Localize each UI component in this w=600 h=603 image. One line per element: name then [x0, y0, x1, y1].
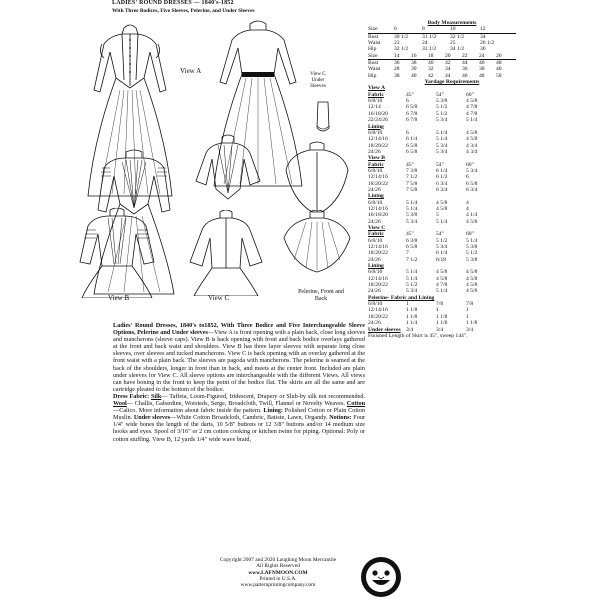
table-cell: 46 — [462, 72, 468, 79]
lining-label: Lining: — [263, 407, 283, 415]
table-cell: 1 1/8 — [436, 313, 448, 320]
view-c-back-figure — [184, 210, 268, 296]
pattern-subtitle: With Three Bodices, Five Sleeves, Pelerine, and Under Sleeves — [112, 8, 255, 14]
table-cell: 6/18 — [436, 256, 446, 263]
table-cell: 6/8/10 — [368, 167, 383, 174]
table-cell: 32 1/2 — [450, 33, 465, 40]
table-cell: 16 — [411, 52, 417, 59]
yardage-view-heading: View B — [368, 155, 386, 162]
table-cell: 24 — [422, 40, 428, 47]
description-body: —View A is front opening with a plain back, close long sleeves and mancherons (sleeve caps). View B is back opening with front and back bodice overlays gathered at the front and back waist and shoulders. View B has three layer sleeves with separate long close sleeves, over sleeves and tucked mancherons. View C is back opening with an overlay gathered at the front waist with a plain back. The sleeves are pagoda with mancherons. The pelerine is seamed at the back of the shoulders, longer in front than in back, and meets at the center front. Included are plain under sleeves for View C. All sleeve options are interchangeable with the different Views. All views can have boning in the front to keep the point of the bodice flat. The skirts are all the same and are cartridge pleated to the bottom of the bodice. — [113, 329, 365, 393]
table-cell: 18/20/22 — [368, 180, 388, 187]
table-cell: 1 1/8 — [406, 307, 418, 314]
table-cell: 4 5/8 — [466, 275, 478, 282]
table-cell: 3/4 — [406, 326, 414, 333]
table-cell: 6 5/8 — [406, 148, 418, 155]
table-cell: 26 — [496, 52, 502, 59]
table-cell: 54" — [436, 161, 444, 168]
table-cell: Fabric — [368, 91, 384, 98]
table-cell: 6 5/8 — [466, 180, 478, 187]
yardage-group-label: Lining — [368, 263, 384, 270]
table-cell: 38 — [479, 66, 485, 73]
table-cell: 4 5/8 — [436, 199, 448, 206]
pelerine-front-figure — [282, 140, 352, 220]
table-cell: 6/8/10 — [368, 98, 383, 105]
yardage-row — [368, 187, 516, 193]
table-cell: 6 1/2 — [436, 174, 448, 181]
table-cell: 5 1/4 — [406, 205, 418, 212]
size-row — [368, 53, 516, 60]
table-cell: 4 1/4 — [466, 212, 478, 219]
table-cell: 5 1/2 — [436, 104, 448, 111]
table-cell: 7 5/8 — [406, 186, 418, 193]
table-cell: 36 — [462, 66, 468, 73]
table-cell: 4 5/8 — [466, 136, 478, 143]
table-cell: 18/20/22 — [368, 250, 388, 257]
table-cell: 5 — [436, 212, 439, 219]
table-cell: 1 1/8 — [406, 313, 418, 320]
table-cell: 5 1/4 — [436, 288, 448, 295]
table-cell: 6 3/4 — [466, 186, 478, 193]
table-cell: Under sleeves — [368, 326, 401, 333]
table-cell: 40 — [428, 60, 434, 67]
table-cell: Size — [368, 26, 378, 33]
table-cell: 48 — [496, 60, 502, 67]
table-cell: 6 5/8 — [406, 244, 418, 251]
table-cell: 4 — [466, 199, 469, 206]
table-cell: 24/26 — [368, 320, 381, 327]
under-sleeves-label: Under sleeves — [133, 414, 171, 422]
under-sleeves-text: —White Cotton Broadcloth, Cambric, Batiste, Lawn, Organdy. — [170, 414, 328, 422]
finished-length-note: Finished Length of Skirt is 45", sweep 144". — [368, 332, 468, 339]
table-cell: 12/14/16 — [368, 205, 388, 212]
yardage-view-heading: View C — [368, 225, 386, 231]
table-cell: 12/14/16 — [368, 307, 388, 314]
table-cell: 12/14/16 — [368, 275, 388, 282]
table-cell: 20 — [445, 52, 451, 59]
table-cell: 38 — [394, 72, 400, 79]
table-cell: 54" — [436, 231, 444, 238]
table-cell: 6/8/10 — [368, 301, 383, 308]
printer-link[interactable]: www.patternprintingcompany.com — [240, 582, 316, 589]
table-cell: 45" — [406, 231, 414, 238]
table-cell: 1 1/8 — [436, 320, 448, 327]
laughing-moon-logo — [360, 556, 402, 603]
table-cell: Hip — [368, 72, 377, 79]
table-cell: 18/20/22 — [368, 142, 388, 149]
table-cell: 44 — [462, 60, 468, 67]
table-cell: 4 7/8 — [466, 104, 478, 111]
table-cell: 6 — [406, 129, 409, 136]
table-cell: 46 — [479, 60, 485, 67]
table-cell: 1 — [466, 313, 469, 320]
table-cell: 4 7/8 — [436, 282, 448, 289]
table-cell: 1 — [466, 307, 469, 314]
table-cell: 45" — [406, 91, 414, 98]
table-cell: 36 — [480, 46, 486, 53]
pelerine-back-figure — [280, 210, 354, 284]
table-cell: 5 3/4 — [436, 117, 448, 124]
description-heading: Ladies' Round Dresses, 1840's to1852, With Three Bodice and Five Interchangeable Sleeve Options, Pelerine and Under sleeves — [113, 322, 365, 337]
table-cell: 22/24/26 — [368, 117, 388, 124]
table-cell: 5 1/2 — [436, 237, 448, 244]
table-cell: Hip — [368, 46, 377, 53]
table-cell: 5 3/8 — [466, 256, 478, 263]
table-cell: 1 — [406, 301, 409, 308]
website-link[interactable]: www.LAFNMOON.COM — [248, 569, 308, 576]
rights-line: All Rights Reserved — [256, 563, 300, 570]
table-cell: Fabric — [368, 161, 384, 168]
table-cell: 6 3/4 — [436, 180, 448, 187]
table-cell: 12 — [480, 26, 486, 33]
table-cell: 4 3/4 — [466, 142, 478, 149]
silk-text: — Taffeta, Loom-Figured, Iridescent, Drapery or Slub-by silk not recommended. — [161, 392, 365, 400]
table-cell: 6 1/4 — [436, 167, 448, 174]
size-row — [368, 26, 516, 33]
table-cell: 10 — [450, 26, 456, 33]
table-cell: 12/14/16 — [368, 244, 388, 251]
yardage-view-heading: View A — [368, 85, 386, 92]
table-cell: 6/8/10 — [368, 269, 383, 276]
table-cell: 5 3/4 — [436, 142, 448, 149]
yardage-group-label: Lining — [368, 123, 384, 130]
table-cell: 5 3/8 — [406, 212, 418, 219]
table-cell: 1 1/8 — [466, 320, 478, 327]
table-cell: 5 1/4 — [436, 136, 448, 143]
table-cell: 4 5/8 — [466, 129, 478, 136]
table-cell: 4 3/4 — [466, 148, 478, 155]
table-cell: 54" — [436, 91, 444, 98]
copyright-footer — [198, 557, 358, 588]
table-cell: 5 3/4 — [406, 288, 418, 295]
fabric-label: Dress Fabric: — [113, 392, 150, 400]
table-cell: 3/4 — [466, 326, 474, 333]
silk-label: Silk — [150, 392, 162, 400]
table-cell: 22 — [462, 52, 468, 59]
table-cell: 50 — [496, 72, 502, 79]
table-cell: 34 — [480, 33, 486, 40]
table-cell: 5 3/4 — [436, 148, 448, 155]
table-cell: 5 1/4 — [466, 117, 478, 124]
table-cell: 6 — [466, 174, 469, 181]
pelerine-label: Pelerine, Front and Back — [298, 289, 344, 302]
table-cell: 6 1/4 — [406, 136, 418, 143]
body-measurements-block-2 — [368, 53, 516, 79]
table-cell: 30 — [411, 66, 417, 73]
table-cell: 45" — [406, 161, 414, 168]
table-cell: 6 3/8 — [406, 237, 418, 244]
table-cell: 42 — [445, 60, 451, 67]
table-cell: 4 5/8 — [466, 269, 478, 276]
table-cell: 7 3/8 — [406, 167, 418, 174]
table-cell: 18 — [428, 52, 434, 59]
table-cell: 18/20/22 — [368, 313, 388, 320]
table-cell: 4 5/8 — [466, 282, 478, 289]
table-cell: 26 1/2 — [480, 40, 495, 47]
notions-text: Four 1/4" wide bones the length of the darts, 10 5/8" buttons or 12 3/8" buttons and/or 14 medium size hooks and eyes. Spool of 3/16" or 2 cm cotton cooking or kitchen twine for piping. Optional: Poly or cotton stuffing. View B, 12 yards 1/4" wide wave braid, — [113, 414, 365, 443]
pattern-title: LADIES' ROUND DRESSES — 1840's-1852 — [112, 0, 234, 6]
yardage-row — [368, 219, 516, 225]
copyright-line: Copyright 2007 and 2020 Laughing Moon Mercantile — [219, 557, 337, 563]
table-cell: 6 7/8 — [406, 117, 418, 124]
table-cell: 34 — [445, 66, 451, 73]
table-cell: 24/26 — [368, 186, 381, 193]
table-cell: 60" — [466, 231, 474, 238]
table-cell: 3/4 — [436, 326, 444, 333]
table-cell: 6/8/10 — [368, 129, 383, 136]
table-cell: 4 5/8 — [466, 98, 478, 105]
table-cell: 5 1/2 — [406, 282, 418, 289]
table-cell: 30 1/2 — [394, 33, 409, 40]
wool-label: Wool — [113, 400, 127, 408]
table-cell: 60" — [466, 161, 474, 168]
table-cell: Bust — [368, 60, 379, 67]
table-cell: 32 1/2 — [394, 46, 409, 53]
table-cell: 24 — [479, 52, 485, 59]
table-cell: 24/26 — [368, 218, 381, 225]
table-cell: Waist — [368, 40, 381, 47]
table-cell: 23 — [394, 40, 400, 47]
table-cell: 5 1/4 — [406, 275, 418, 282]
table-cell: 5 1/4 — [436, 218, 448, 225]
table-cell: 6 — [394, 26, 397, 33]
table-cell: 6 3/4 — [436, 186, 448, 193]
table-cell: Fabric — [368, 231, 384, 238]
cotton-label: Cotton — [346, 400, 366, 408]
yardage-title: Yardage Requirements — [424, 79, 480, 86]
table-cell: 5 1/4 — [466, 237, 478, 244]
table-cell: 34 1/2 — [450, 46, 465, 53]
table-cell: 7 — [406, 250, 409, 257]
table-cell: 33 1/2 — [422, 46, 437, 53]
yardage-group-label: Lining — [368, 193, 384, 200]
table-cell: 4 5/8 — [466, 288, 478, 295]
table-cell: Size — [368, 52, 378, 59]
table-cell: 24/26 — [368, 256, 381, 263]
table-cell: 7 1/2 — [406, 256, 418, 263]
table-cell: 8 — [422, 26, 425, 33]
yardage-row — [368, 288, 516, 294]
table-cell: 16/18/20 — [368, 110, 388, 117]
table-cell: 40 — [411, 72, 417, 79]
table-cell: 4 5/8 — [436, 205, 448, 212]
printed-line: Printed in U.S.A. — [259, 575, 297, 582]
table-cell: 1 — [436, 307, 439, 314]
table-cell: Bust — [368, 33, 379, 40]
notions-label: Notions: — [329, 414, 352, 422]
table-cell: 14 — [394, 52, 400, 59]
pattern-description — [113, 322, 365, 443]
lining-text: Polished Cotton or Plain Cotton Muslin. — [113, 407, 365, 422]
table-cell: 5 3/4 — [466, 167, 478, 174]
table-cell: 24/26 — [368, 288, 381, 295]
table-cell: 4 — [466, 205, 469, 212]
table-cell: 6 5/8 — [406, 104, 418, 111]
table-cell: 7 1/2 — [406, 174, 418, 181]
table-cell: 18/20/22 — [368, 282, 388, 289]
body-measurements-block-1 — [368, 26, 516, 52]
view-a-label: View A — [180, 67, 202, 75]
table-cell: 44 — [445, 72, 451, 79]
view-b-label: View B — [108, 294, 130, 302]
table-cell: Waist — [368, 66, 381, 73]
view-c-under-sleeves-label: View C Under Sleeves — [310, 71, 326, 89]
table-cell: 4 5/8 — [466, 218, 478, 225]
measurements-table — [368, 20, 516, 339]
table-cell: 4 7/8 — [466, 110, 478, 117]
body-measurements-title: Body Measurements — [427, 20, 477, 26]
table-cell: 36 — [394, 60, 400, 67]
pelerine-yardage-label: Pelerine- Fabric and Lining — [368, 294, 435, 301]
table-cell: 16/18/20 — [368, 212, 388, 219]
table-cell: 5 1/4 — [436, 129, 448, 136]
table-cell: 25 — [450, 40, 456, 47]
table-cell: 5 3/8 — [436, 98, 448, 105]
table-cell: 7 5/8 — [406, 180, 418, 187]
table-cell: 5 1/2 — [436, 110, 448, 117]
table-cell: 6 — [406, 98, 409, 105]
yardage-row — [368, 149, 516, 155]
table-cell: 42 — [428, 72, 434, 79]
table-cell: 12/14/16 — [368, 136, 388, 143]
table-cell: 5 3/8 — [466, 244, 478, 251]
table-cell: 7/8 — [436, 301, 444, 308]
table-cell: 6 5/8 — [406, 142, 418, 149]
table-cell: 6/8/10 — [368, 199, 383, 206]
table-cell: 5 1/4 — [406, 199, 418, 206]
table-cell: 5 3/4 — [436, 244, 448, 251]
table-cell: 38 — [411, 60, 417, 67]
table-cell: 6 7/8 — [406, 110, 418, 117]
under-sleeve-figure — [313, 100, 333, 138]
table-cell: 4 5/8 — [436, 275, 448, 282]
table-cell: 32 — [428, 66, 434, 73]
table-cell: 40 — [496, 66, 502, 73]
table-cell: 1 1/4 — [406, 320, 418, 327]
under-sleeves-row — [368, 327, 516, 333]
table-cell: 6 1/4 — [436, 250, 448, 257]
table-cell: 12/14/16 — [368, 174, 388, 181]
table-cell: 5 1/4 — [406, 269, 418, 276]
table-cell: 5 3/4 — [406, 218, 418, 225]
yardage-row — [368, 117, 516, 123]
table-cell: 60" — [466, 91, 474, 98]
yardage-table — [368, 85, 516, 339]
table-cell: 4 5/8 — [436, 269, 448, 276]
table-cell: 6/8/10 — [368, 237, 383, 244]
cotton-text: —Calico. More information about fabric inside the pattern. — [113, 407, 262, 415]
table-cell: 7/8 — [466, 301, 474, 308]
wool-text: — Challis, Gabardine, Worsteds, Serge, Broadcloth, Twill, Flannel or Novelty Weaves. — [126, 400, 345, 408]
table-cell: 5 1/2 — [466, 250, 478, 257]
table-cell: 48 — [479, 72, 485, 79]
view-c-label: View C — [208, 294, 230, 302]
table-cell: 24/26 — [368, 148, 381, 155]
table-cell: 28 — [394, 66, 400, 73]
table-cell: 12/14 — [368, 104, 381, 111]
table-cell: 31 1/2 — [422, 33, 437, 40]
yardage-row — [368, 257, 516, 263]
view-b-back-figure — [72, 208, 162, 298]
